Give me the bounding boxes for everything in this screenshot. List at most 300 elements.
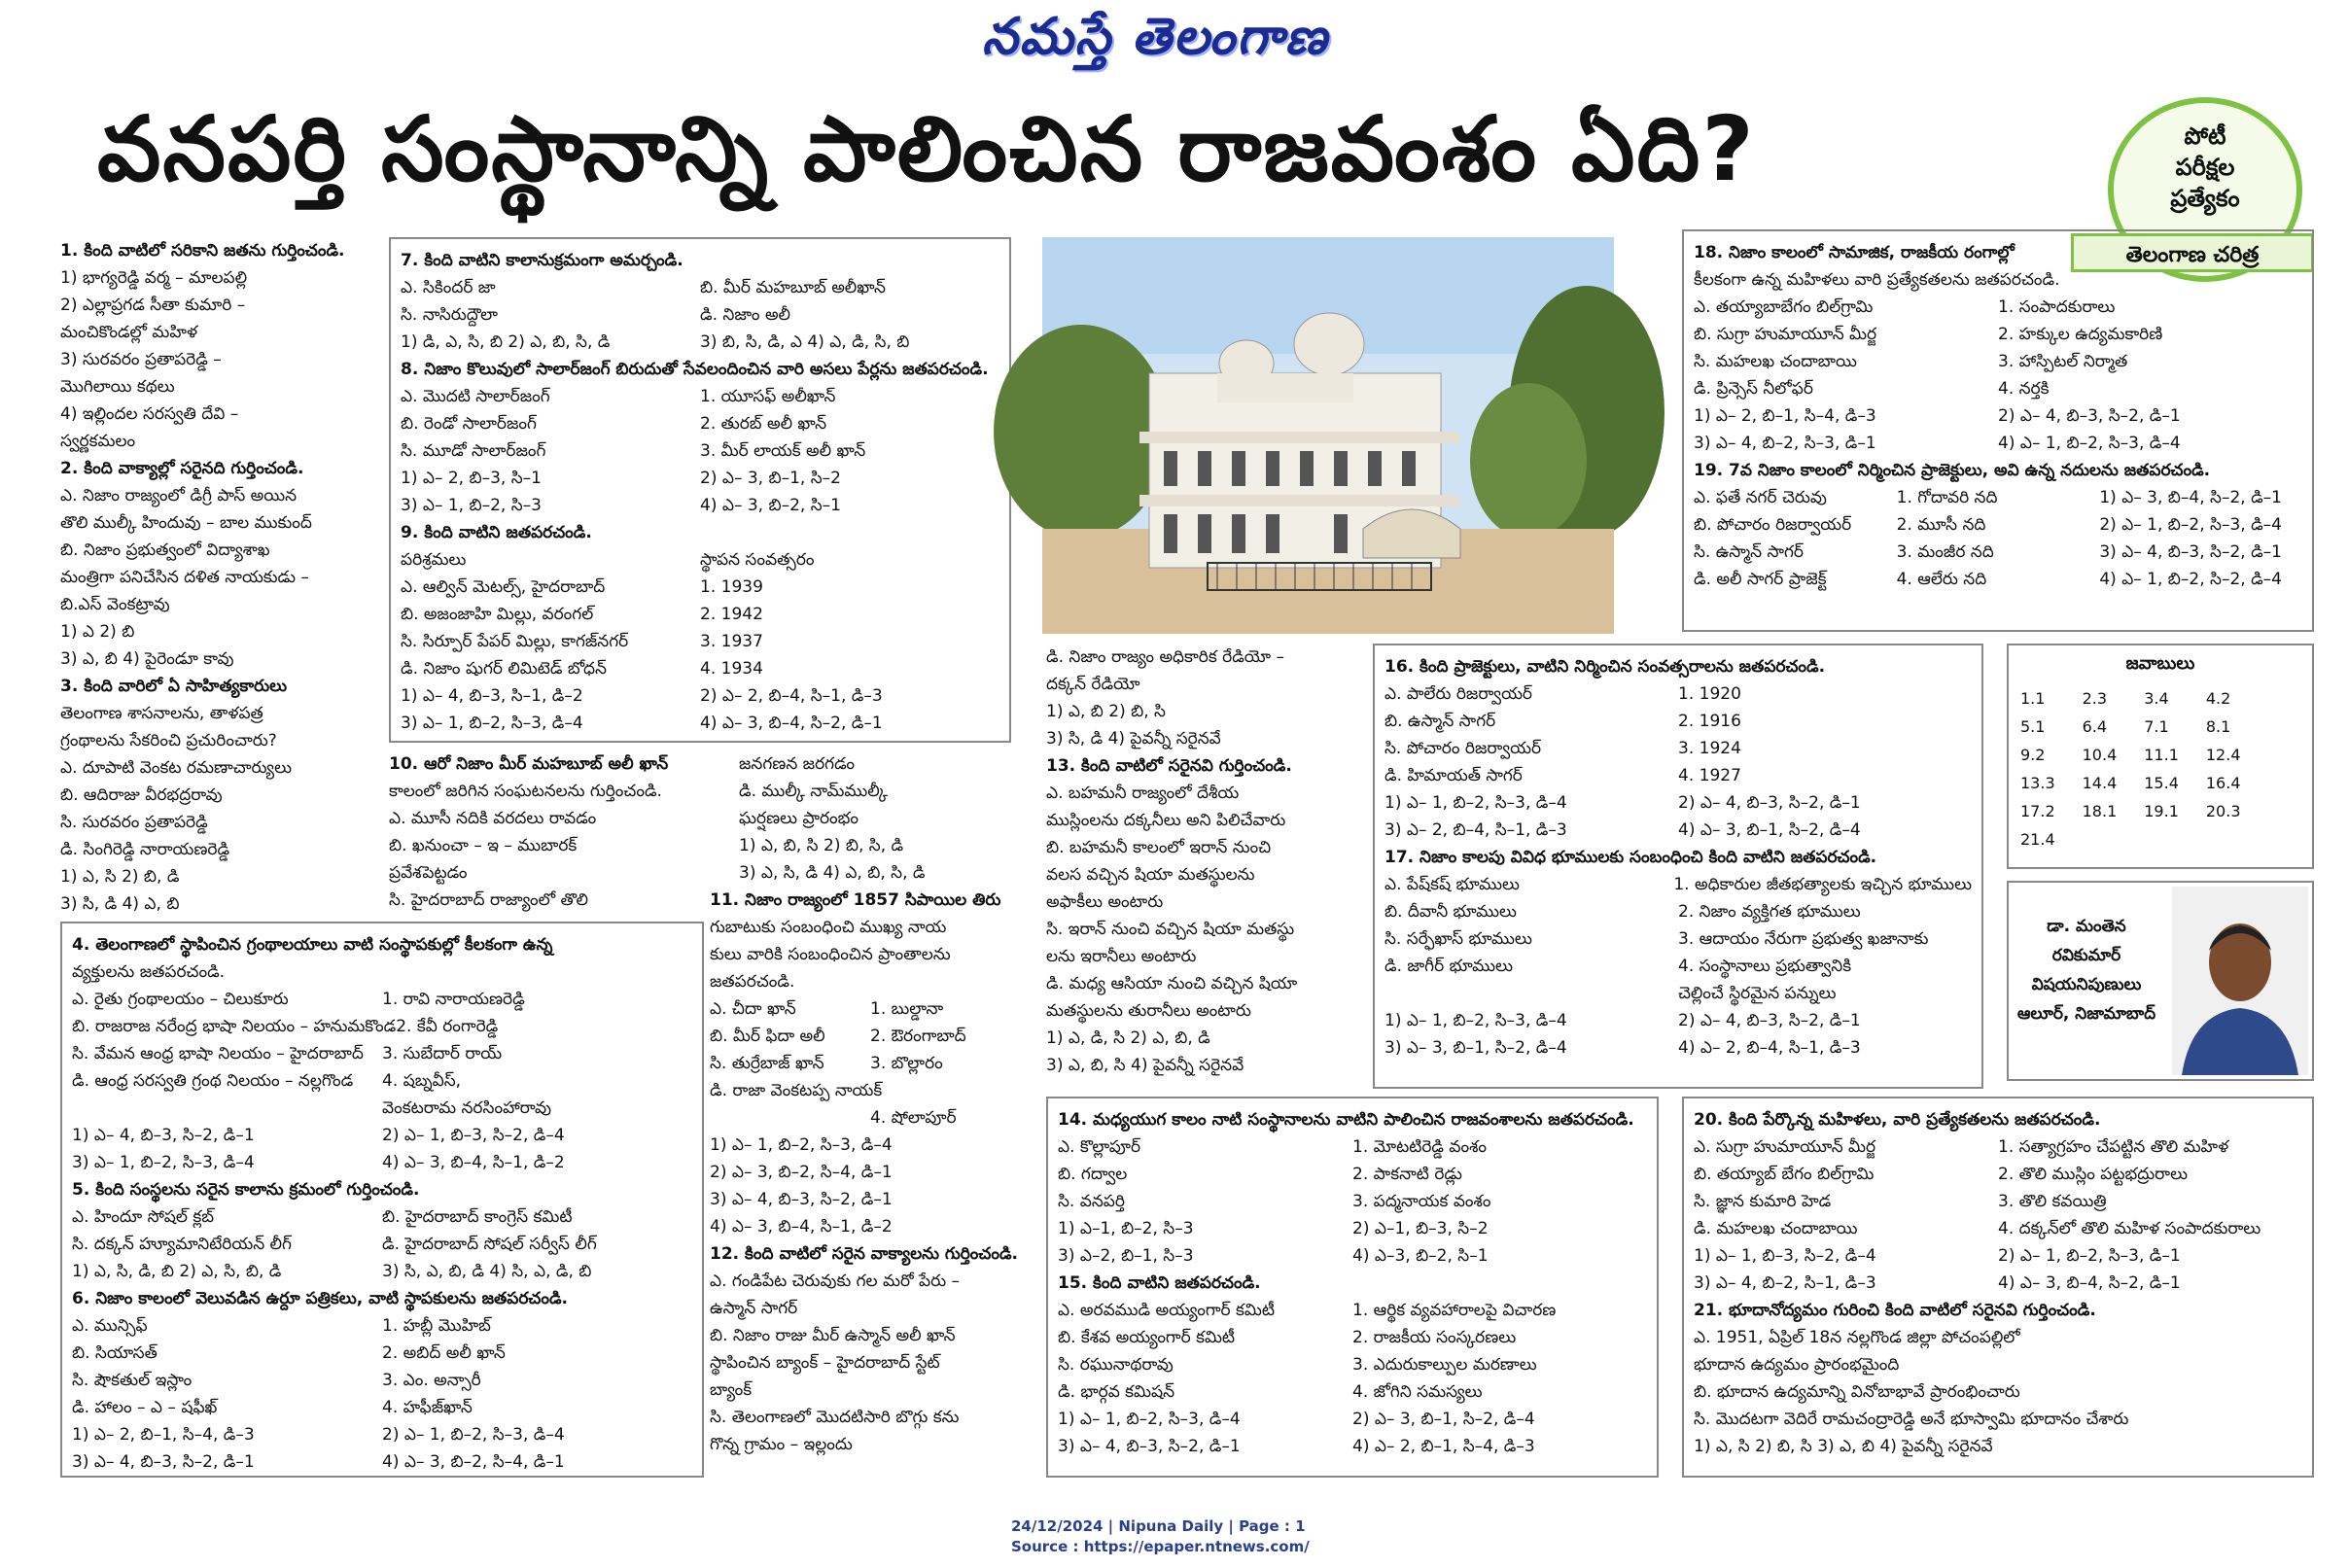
row-cell: 1. ఆర్థిక వ్యవహారాలపై విచారణ <box>1352 1301 1557 1320</box>
question-stem: 11. నిజాం రాజ్యంలో 1857 సిపాయిల తిరు <box>710 890 1001 910</box>
answers-box <box>2007 644 2314 869</box>
row-cell: 3. 1937 <box>700 632 763 651</box>
question-stem: 13. కింది వాటిలో సరైనవి గుర్తించండి. <box>1046 756 1292 776</box>
question-line: అఫాకీలు అంటారు <box>1046 892 1164 912</box>
row-cell: 2) ఎ– 3, బి–2, సి–4, డి–1 <box>710 1163 893 1182</box>
question-line: బి. నిజాం ప్రభుత్వంలో విద్యాశాఖ <box>60 540 270 560</box>
question-line: స్థాపించిన బ్యాంక్ – హైదరాబాద్ స్టేట్ <box>710 1353 940 1373</box>
row-cell: 1. రావి నారాయణరెడ్డి <box>382 990 525 1009</box>
row-cell: డి. అలీ సాగర్ ప్రాజెక్ట్ <box>1694 570 1827 589</box>
row-cell: 4. హఫీజ్‌ఖాన్ <box>382 1398 473 1417</box>
question-line: గ్రంథాలను సేకరించి ప్రచురించారు? <box>60 731 277 750</box>
row-cell: 3. సుబేదార్ రాయ్ <box>382 1044 503 1063</box>
answers-row <box>2020 798 2266 824</box>
row-cell: 1) ఎ– 1, బి–2, సి–3, డి–4 <box>1384 793 1567 813</box>
question-row <box>401 465 999 492</box>
row-cell: బి. సుగ్రా హుమాయూన్ మీర్జ <box>1694 325 1877 344</box>
answers-row <box>2020 770 2266 796</box>
row-cell: 3) ఎ– 1, బి–2, సి–3, డి–4 <box>72 1153 255 1172</box>
section-tag: తెలంగాణ చరిత్ర <box>2071 233 2314 272</box>
question-line: వ్యక్తులను జతపరచండి. <box>72 962 226 982</box>
row-cell: సి. జ్ఞాన కుమారి హెడ <box>1694 1192 1832 1211</box>
answer-cell: 20.3 <box>2205 802 2241 820</box>
question-row <box>710 1023 1031 1050</box>
footer-date: 24/12/2024 | Nipuna Daily | Page : 1 <box>1011 1517 1306 1535</box>
row-cell: 1. సత్యాగ్రహం చేపట్టిన తొలి మహిళ <box>1998 1137 2229 1157</box>
answer-cell <box>2144 826 2204 853</box>
row-cell: 3) ఎ– 4, బి–2, సి–1, డి–3 <box>1694 1273 1876 1293</box>
answer-cell: 2.3 <box>2082 689 2108 708</box>
row-cell: 3) ఎ– 4, బి–3, సి–2, డి–1 <box>2099 542 2282 562</box>
row-cell: 3) ఎ– 4, బి–2, సి–3, డి–1 <box>1694 434 1876 453</box>
answer-cell: 6.4 <box>2082 717 2108 736</box>
row-cell: 1) ఎ– 1, బి–2, సి–3, డి–4 <box>1384 1011 1567 1030</box>
question-line: మొగిలాయి కథలు <box>60 377 175 397</box>
row-cell: బి. దీవానీ భూములు <box>1384 902 1517 922</box>
row-cell <box>893 1159 1031 1186</box>
row-cell: 2) ఎ– 3, బి–1, సి–2, డి–4 <box>1352 1410 1535 1429</box>
question-line: ఎ. 1951, ఏప్రిల్ 18న నల్లగొండ జిల్లా పోచంపల్లిలో <box>1694 1328 2020 1347</box>
question-row <box>1694 1188 2302 1215</box>
question-row <box>401 301 999 329</box>
row-cell: ఎ. సికిందర్ జా <box>401 278 496 297</box>
question-line: మంత్రిగా పనిచేసిన దళిత నాయకుడు – <box>60 568 309 587</box>
answer-cell: 5.1 <box>2020 717 2046 736</box>
answer-cell: 19.1 <box>2144 802 2179 820</box>
row-cell: 4) ఎ– 3, బి–4, సి–2, డి–1 <box>1998 1273 2181 1293</box>
row-cell: 4. 1934 <box>700 659 763 679</box>
row-cell: 2) ఎ– 4, బి–3, సి–2, డి–1 <box>1998 406 2181 426</box>
row-cell: 1) ఎ– 2, బి–1, సి–4, డి–3 <box>1694 406 1876 426</box>
question-row <box>401 574 999 601</box>
question-line: సి. హైదరాబాద్ రాజ్యాంలో తొలి <box>389 890 588 910</box>
row-cell: 4) ఎ– 2, బి–1, సి–4, డి–3 <box>1352 1437 1535 1456</box>
row-cell: 2) ఎ– 1, బి–3, సి–2, డి–4 <box>382 1126 565 1145</box>
question-row <box>1694 294 2302 321</box>
answer-cell: 21.4 <box>2020 830 2055 849</box>
question-line: ఎ. మూసీ నదికి వరదలు రావడం <box>389 809 597 828</box>
row-cell: 4) ఎ–3, బి–2, సి–1 <box>1352 1246 1489 1266</box>
row-cell: 1. మోటటిరెడ్డి వంశం <box>1352 1137 1488 1157</box>
question-line: కులు వారికి సంబంధించిన ప్రాంతాలను <box>710 945 951 964</box>
question-line: బ్యాంక్ <box>710 1380 753 1400</box>
row-cell: 1. 1920 <box>1678 684 1741 704</box>
row-cell: 3) ఎ– 2, బి–4, సి–1, డి–3 <box>1384 820 1567 840</box>
row-cell: ఎ. ఆల్విన్ మెటల్స్, హైదరాబాద్ <box>401 577 606 597</box>
author-prefix: డా. మంతెన <box>2047 917 2126 936</box>
answer-cell: 8.1 <box>2205 717 2231 736</box>
badge-line-3: ప్రత్యేకం <box>2170 185 2240 212</box>
row-cell: 2) ఎ– 1, బి–2, సి–3, డి–4 <box>382 1425 565 1445</box>
question-row <box>710 1050 1031 1077</box>
answer-cell: 11.1 <box>2144 746 2179 764</box>
answer-cell: 9.2 <box>2020 746 2046 764</box>
row-cell: బి. మీర్ మహబూబ్ అలీఖాన్ <box>700 278 886 297</box>
question-row <box>401 628 999 655</box>
question-row <box>72 986 692 1013</box>
row-cell: డి. జాగీర్ భూములు <box>1384 957 1513 976</box>
question-row <box>72 1421 692 1448</box>
answer-cell: 3.4 <box>2144 689 2169 708</box>
row-cell: సి. ఉస్మాన్ సాగర్ <box>1694 542 1805 562</box>
question-row <box>710 1104 1031 1132</box>
row-cell: బి. కేశవ అయ్యంగార్ కమిటీ <box>1058 1328 1236 1347</box>
question-line: బి.ఎస్ వెంకట్రావు <box>60 595 170 614</box>
question-row <box>1694 1133 2302 1161</box>
question-line: 1) ఎ 2) బి <box>60 622 135 642</box>
question-row <box>1694 484 2302 511</box>
question-row <box>72 1040 692 1067</box>
question-stem: 1. కింది వాటిలో సరికాని జతను గుర్తించండి. <box>60 241 345 261</box>
question-row <box>401 682 999 710</box>
question-stem: 15. కింది వాటిని జతపరచండి. <box>1058 1273 1261 1293</box>
author-name: రవికుమార్ <box>2051 946 2121 965</box>
row-cell: 3. 1924 <box>1678 739 1741 758</box>
row-cell: 1. గోదావరి నది <box>1896 488 1998 507</box>
question-row <box>1058 1133 1647 1161</box>
question-row <box>1058 1215 1647 1242</box>
question-stem: 21. భూదానోద్యమం గురించి కింది వాటిలో సరైనవి గుర్తించండి. <box>1694 1301 2096 1320</box>
row-cell <box>72 1095 382 1122</box>
question-line: గొన్న గ్రామం – ఇల్లందు <box>710 1435 853 1454</box>
question-row <box>72 1013 692 1040</box>
palace-photo <box>1042 237 1614 634</box>
question-row <box>72 1203 692 1231</box>
question-stem: 6. నిజాం కాలంలో వెలువడిన ఉర్దూ పత్రికలు, వాటి స్థాపకులను జతపరచండి. <box>72 1289 569 1308</box>
question-row <box>1384 980 1972 1007</box>
row-cell: 1) ఎ, సి, డి, బి 2) ఎ, సి, బి, డి <box>72 1262 282 1281</box>
question-row <box>1384 953 1972 980</box>
question-line: ఎ. గండిపేట చెరువుకు గల మరో పేరు – <box>710 1272 960 1291</box>
answers-row <box>2020 826 2266 853</box>
row-cell: 2) ఎ– 4, బి–3, సి–2, డి–1 <box>1678 1011 1861 1030</box>
question-line: మతస్థులను తురానీలు అంటారు <box>1046 1001 1251 1021</box>
row-cell: 3) సి, ఎ, బి, డి 4) సి, ఎ, డి, బి <box>382 1262 592 1281</box>
row-cell: 3) ఎ– 4, బి–3, సి–2, డి–1 <box>710 1190 893 1209</box>
row-cell: 4) ఎ– 3, బి–4, సి–1, డి–2 <box>382 1153 565 1172</box>
row-cell: 1) ఎ– 4, బి–3, సి–1, డి–2 <box>401 686 583 706</box>
row-cell: సి. షౌకతుల్ ఇస్లాం <box>72 1371 193 1390</box>
question-row <box>1694 402 2302 430</box>
row-cell: సి. మూడో సాలార్‌జంగ్ <box>401 441 546 461</box>
question-stem: 7. కింది వాటిని కాలానుక్రమంగా అమర్చండి. <box>401 251 683 270</box>
answers-row <box>2020 742 2266 768</box>
question-line: 3) ఎ, బి, సి 4) పైవన్నీ సరైనవే <box>1046 1056 1244 1075</box>
row-cell: సి. నాసిరుద్దౌలా <box>401 305 498 325</box>
row-cell: ఎ. మున్సిఫ్ <box>72 1316 148 1336</box>
row-cell: 4. నర్తకి <box>1998 379 2050 399</box>
row-cell: 1) ఎ– 3, బి–4, సి–2, డి–1 <box>2099 488 2282 507</box>
row-cell: 4. జోగిని సమస్యలు <box>1352 1382 1483 1402</box>
row-cell: 1) ఎ– 4, బి–3, సి–2, డి–1 <box>72 1126 255 1145</box>
question-line: బి. ఆదిరాజు వీరభద్రరావు <box>60 785 223 805</box>
row-cell: 3) ఎ– 3, బి–1, సి–2, డి–4 <box>1384 1038 1567 1058</box>
question-row <box>401 437 999 465</box>
question-row <box>401 492 999 519</box>
row-cell: 1. హబ్లీ మొహిబ్ <box>382 1316 491 1336</box>
row-cell: డి. రాజా వెంకటప్ప నాయక్ <box>710 1081 883 1100</box>
question-line: 1) ఎ, బి, సి 2) బి, సి, డి <box>739 836 904 855</box>
question-row <box>72 1258 692 1285</box>
question-row <box>72 1067 692 1095</box>
row-cell: 3) ఎ–2, బి–1, సి–3 <box>1058 1246 1194 1266</box>
question-row <box>401 329 999 356</box>
row-cell: 4) ఎ– 1, బి–2, సి–3, డి–4 <box>1998 434 2181 453</box>
question-row <box>1384 817 1972 844</box>
row-cell <box>882 1077 1031 1104</box>
question-row <box>72 1122 692 1149</box>
question-stem: 14. మధ్యయుగ కాలం నాటి సంస్థానాలను వాటిని పాలించిన రాజవంశాలను జతపరచండి. <box>1058 1110 1634 1130</box>
row-cell: 4) ఎ– 3, బి–4, సి–1, డి–2 <box>710 1217 893 1237</box>
badge-line-2: పరీక్షల <box>2175 154 2235 181</box>
answer-cell: 12.4 <box>2205 746 2241 764</box>
row-cell: 2) ఎ– 4, బి–3, సి–2, డి–1 <box>1678 793 1861 813</box>
question-stem: 10. ఆరో నిజాం మీర్ మహబూబ్ అలీ ఖాన్ <box>389 754 669 774</box>
question-13 <box>1046 644 1367 1079</box>
question-line: దక్కన్ రేడియో <box>1046 675 1140 694</box>
row-cell: డి. నిజాం షుగర్ లిమిటెడ్ బోధన్ <box>401 659 607 679</box>
question-line: బి. భూదాన ఉద్యమాన్ని వినోబాభావే ప్రారంభించారు <box>1694 1382 2020 1402</box>
row-cell: 1. 1939 <box>700 577 763 597</box>
row-cell: 2. 1916 <box>1678 712 1741 731</box>
question-line: ప్రవేశపెట్టడం <box>389 863 468 883</box>
question-row <box>72 1394 692 1421</box>
question-row <box>1058 1378 1647 1406</box>
answer-cell: 17.2 <box>2020 802 2055 820</box>
question-line: సి. తెలంగాణలో మొదటిసారి బొగ్గు కను <box>710 1408 960 1427</box>
row-cell: 4. దక్కన్‌లో తొలి మహిళ సంపాదకురాలు <box>1998 1219 2261 1238</box>
row-cell: బి. హైదరాబాద్ కాంగ్రెస్ కమిటీ <box>382 1207 573 1227</box>
question-stem: 16. కింది ప్రాజెక్టులు, వాటిని నిర్మించిన సంవత్సరాలను జతపరచండి. <box>1384 657 1826 677</box>
question-row <box>710 1213 1031 1240</box>
row-cell: ఎ. తయ్యాబాబేగం బిల్‌గ్రామి <box>1694 297 1874 317</box>
row-cell: బి. ఉస్మాన్ సాగర్ <box>1384 712 1496 731</box>
row-cell: 2) ఎ– 3, బి–1, సి–2 <box>700 469 841 488</box>
masthead-logo: నమస్తే తెలంగాణ <box>982 8 1329 66</box>
row-cell: 3) బి, సి, డి, ఎ 4) ఎ, డి, సి, బి <box>700 332 910 352</box>
question-line: కీలకంగా ఉన్న మహిళలు వారి ప్రత్యేకతలను జతపరచండి. <box>1694 270 2060 290</box>
row-cell: 2) ఎ– 1, బి–2, సి–3, డి–4 <box>2099 515 2282 535</box>
question-row <box>1694 1161 2302 1188</box>
row-cell: ఎ. సుగ్రా హుమాయూన్ మీర్జ <box>1694 1137 1876 1157</box>
answer-cell: 18.1 <box>2082 802 2118 820</box>
row-cell: ఎ. కొల్లాపూర్ <box>1058 1137 1141 1157</box>
question-row <box>710 1159 1031 1186</box>
question-row <box>401 274 999 301</box>
row-cell: 2) ఎ– 2, బి–4, సి–1, డి–3 <box>700 686 883 706</box>
row-cell: 1. బుల్డానా <box>870 999 944 1019</box>
row-cell: 1. యూసఫ్ అలీఖాన్ <box>700 387 836 406</box>
questions-11-12 <box>710 887 1031 1458</box>
row-cell: బి. సియాసత్ <box>72 1343 158 1363</box>
row-cell: 2. కేవీ రంగారెడ్డి <box>396 1017 499 1036</box>
row-cell <box>893 1186 1031 1213</box>
question-row <box>72 1095 692 1122</box>
question-line: 3) సి, డి 4) పైవన్నీ సరైనవే <box>1046 729 1221 749</box>
answers-row <box>2020 714 2266 740</box>
question-row <box>72 1312 692 1340</box>
question-line: 3) ఎ, బి 4) పైరెండూ కావు <box>60 649 234 669</box>
question-stem: 4. తెలంగాణలో స్థాపించిన గ్రంథాలయాలు వాటి సంస్థాపకుల్లో కీలకంగా ఉన్న <box>72 935 553 955</box>
row-cell: సి. వేమన ఆంధ్ర భాషా నిలయం – హైదరాబాద్ <box>72 1044 364 1063</box>
question-row <box>1058 1188 1647 1215</box>
question-line: బి. బహమనీ కాలంలో ఇరాన్ నుంచి <box>1046 838 1272 857</box>
row-cell: 4. 1927 <box>1678 766 1741 785</box>
question-line: 3) సురవరం ప్రతాపరెడ్డి – <box>60 350 222 369</box>
row-cell: 3. ఎం. అన్సారీ <box>382 1371 481 1390</box>
row-cell: 1) ఎ– 2, బి–3, సి–1 <box>401 469 542 488</box>
answer-cell: 10.4 <box>2082 746 2118 764</box>
row-cell <box>893 1132 1031 1159</box>
row-cell: బి. మీర్ ఫిదా అలీ <box>710 1027 825 1046</box>
row-cell: డి. నిజాం అలీ <box>700 305 791 325</box>
row-cell: ఎ. ఫతే నగర్ చెరువు <box>1694 488 1827 507</box>
row-cell: 4. షబ్నవీస్, <box>382 1071 462 1091</box>
row-cell: డి. హిమాయత్ సాగర్ <box>1384 766 1523 785</box>
author-title: విషయనిపుణులు <box>2031 975 2142 994</box>
question-line: భూదాన ఉద్యమం ప్రారంభమైంది <box>1694 1355 1900 1375</box>
row-cell: ఎ. మొదటి సాలార్‌జంగ్ <box>401 387 550 406</box>
question-line: తెలంగాణ శాసనాలను, తాళపత్ర <box>60 704 263 723</box>
row-cell: ఎ. చీదా ఖాన్ <box>710 999 796 1019</box>
questions-4-6-box <box>60 922 704 1478</box>
question-line: వలస వచ్చిన షియా మతస్థులను <box>1046 865 1255 885</box>
question-line: ఉస్మాన్ సాగర్ <box>710 1299 798 1318</box>
question-row <box>710 1132 1031 1159</box>
question-line: ముస్లింలను దక్కనీలు అని పిలిచేవారు <box>1046 811 1286 830</box>
row-cell: బి. గద్వాల <box>1058 1165 1128 1184</box>
row-cell: 3. మీర్ లాయక్ అలీ ఖాన్ <box>700 441 866 461</box>
row-cell: పరిశ్రమలు <box>401 550 467 570</box>
row-cell: చెల్లించే స్థిరమైన పన్నులు <box>1678 984 1837 1003</box>
question-row <box>1694 1270 2302 1297</box>
palace-image <box>1042 237 1614 634</box>
question-row <box>1694 1215 2302 1242</box>
question-row <box>401 546 999 574</box>
row-cell: 2. నిజాం వ్యక్తిగత భూములు <box>1678 902 1861 922</box>
row-cell: 2. మూసీ నది <box>1896 515 1986 535</box>
question-line: డి. మధ్య ఆసియా నుంచి వచ్చిన షియా <box>1046 974 1298 993</box>
question-line: 1) భాగ్యరెడ్డి వర్మ – మాలపల్లి <box>60 268 248 288</box>
question-line: 1) ఎ, సి 2) బి, సి 3) ఎ, బి 4) పైవన్నీ సరైనవే <box>1694 1437 1993 1456</box>
question-stem: 20. కింది పేర్కొన్న మహిళలు, వారి ప్రత్యేకతలను జతపరచండి. <box>1694 1110 2101 1130</box>
row-cell: బి. అజంజాహి మిల్లు, వరంగల్ <box>401 605 594 624</box>
question-row <box>1384 871 1972 898</box>
question-line: 1) ఎ, సి 2) బి, డి <box>60 867 180 887</box>
row-cell: 1) ఎ–1, బి–2, సి–3 <box>1058 1219 1194 1238</box>
row-cell: 2. అబిద్ అలీ ఖాన్ <box>382 1343 506 1363</box>
question-stem: 17. నిజాం కాలపు వివిధ భూములకు సంబంధించి కింది వాటిని జతపరచండి. <box>1384 848 1877 867</box>
row-cell: వెంకటరామ నరసింహారావు <box>382 1098 551 1118</box>
questions-20-21-box <box>1682 1097 2314 1478</box>
question-row <box>401 601 999 628</box>
row-cell: 3. పద్మనాయక వంశం <box>1352 1192 1491 1211</box>
row-cell: 2. తొలి ముస్లిం పట్టభద్రురాలు <box>1998 1165 2189 1184</box>
row-cell: 2. హక్కుల ఉద్యమకారిణి <box>1998 325 2163 344</box>
row-cell: సి. సర్ఫేఖాస్ భూములు <box>1384 929 1532 949</box>
row-cell: 1) ఎ– 1, బి–3, సి–2, డి–4 <box>1694 1246 1876 1266</box>
row-cell: డి. మహలఖ చందాబాయి <box>1694 1219 1858 1238</box>
question-line: కాలంలో జరిగిన సంఘటనలను గుర్తించండి. <box>389 782 662 801</box>
row-cell: 3. తొలి కవయిత్రి <box>1998 1192 2107 1211</box>
question-row <box>1694 539 2302 566</box>
question-stem: 3. కింది వారిలో ఏ సాహిత్యకారులు <box>60 677 288 696</box>
question-stem: 8. నిజాం కొలువులో సాలార్‌జంగ్ బిరుదుతో సేవలందించిన వారి అసలు పేర్లను జతపరచండి. <box>401 360 989 379</box>
question-row <box>1384 1034 1972 1062</box>
question-stem: 5. కింది సంస్థలను సరైన కాలాను క్రమంలో గుర్తించండి. <box>72 1180 420 1200</box>
question-line: స్వర్ణకమలం <box>60 432 136 451</box>
question-line: ఘర్షణలు ప్రారంభం <box>739 809 859 828</box>
question-line: బి. నిజాం రాజు మీర్ ఉస్మాన్ అలీ ఖాన్ <box>710 1326 956 1345</box>
row-cell: 3) ఎ– 4, బి–3, సి–2, డి–1 <box>72 1452 255 1472</box>
row-cell: 3. ఎదురుకాల్పుల మరణాలు <box>1352 1355 1537 1375</box>
question-row <box>401 710 999 737</box>
question-row <box>1694 430 2302 457</box>
author-photo <box>2172 887 2308 1075</box>
row-cell: 2. 1942 <box>700 605 763 624</box>
question-row <box>1694 375 2302 402</box>
question-row <box>401 383 999 410</box>
row-cell: సి. వనపర్తి <box>1058 1192 1125 1211</box>
question-line: డి. ముల్కీ నామ్‌ముల్కీ <box>739 782 888 801</box>
row-cell: డి. భార్గవ కమిషన్ <box>1058 1382 1175 1402</box>
row-cell: 4) ఎ– 1, బి–2, సి–2, డి–4 <box>2099 570 2282 589</box>
answers-title: జవాబులు <box>2125 653 2195 674</box>
question-line: డి. సింగిరెడ్డి నారాయణరెడ్డి <box>60 840 230 859</box>
question-row <box>1384 735 1972 762</box>
answers-table <box>2018 683 2268 854</box>
row-cell: డి. హాలం – ఎ – షఫీఖ్ <box>72 1398 218 1417</box>
question-line: డి. నిజాం రాజ్యం అధికారిక రేడియో – <box>1046 647 1285 667</box>
row-cell: బి. రాజరాజ నరేంద్ర భాషా నిలయం – హనుమకొండ <box>72 1017 397 1036</box>
row-cell: 3) ఎ– 1, బి–2, సి–3 <box>401 496 542 515</box>
author-box <box>2007 881 2314 1081</box>
questions-7-9-box <box>389 237 1011 743</box>
row-cell: 3. బొల్లారం <box>870 1054 943 1073</box>
question-row <box>710 1186 1031 1213</box>
question-row <box>72 1149 692 1176</box>
row-cell: సి. సిర్పూర్ పేపర్ మిల్లు, కాగజ్‌నగర్ <box>401 632 629 651</box>
answer-cell: 15.4 <box>2144 774 2179 792</box>
question-row <box>401 655 999 682</box>
row-cell <box>1384 980 1678 1007</box>
question-line: ఎ. బహమనీ రాజ్యంలో దేశీయ <box>1046 784 1240 803</box>
row-cell: 3. ఆదాయం నేరుగా ప్రభుత్వ ఖజానాకు <box>1678 929 1929 949</box>
row-cell: 4) ఎ– 2, బి–4, సి–1, డి–3 <box>1678 1038 1861 1058</box>
question-row <box>1694 1242 2302 1270</box>
question-line: జతపరచండి. <box>710 972 795 992</box>
row-cell: 4) ఎ– 3, బి–4, సి–2, డి–1 <box>700 714 883 733</box>
question-row <box>1384 708 1972 735</box>
question-row <box>1058 1324 1647 1351</box>
row-cell: 2. పాకనాటి రెడ్లు <box>1352 1165 1462 1184</box>
question-row <box>1694 511 2302 539</box>
question-line: 2) ఎల్లాప్రగడ సీతా కుమారి – <box>60 296 246 315</box>
question-stem: 2. కింది వాక్యాల్లో సరైనది గుర్తించండి. <box>60 459 304 478</box>
row-cell: 1) ఎ– 1, బి–2, సి–3, డి–4 <box>1058 1410 1241 1429</box>
row-cell: స్థాపన సంవత్సరం <box>700 550 815 570</box>
question-row <box>710 995 1031 1023</box>
question-row <box>1384 898 1972 925</box>
question-row <box>1058 1433 1647 1460</box>
answer-cell: 4.2 <box>2205 689 2231 708</box>
question-row <box>1384 925 1972 953</box>
row-cell: బి. పోచారం రిజర్వాయర్ <box>1694 515 1852 535</box>
row-cell: సి. దక్కన్ హ్యూమానిటేరియన్ లీగ్ <box>72 1235 292 1254</box>
question-10 <box>389 750 710 914</box>
question-row <box>72 1231 692 1258</box>
question-row <box>72 1340 692 1367</box>
